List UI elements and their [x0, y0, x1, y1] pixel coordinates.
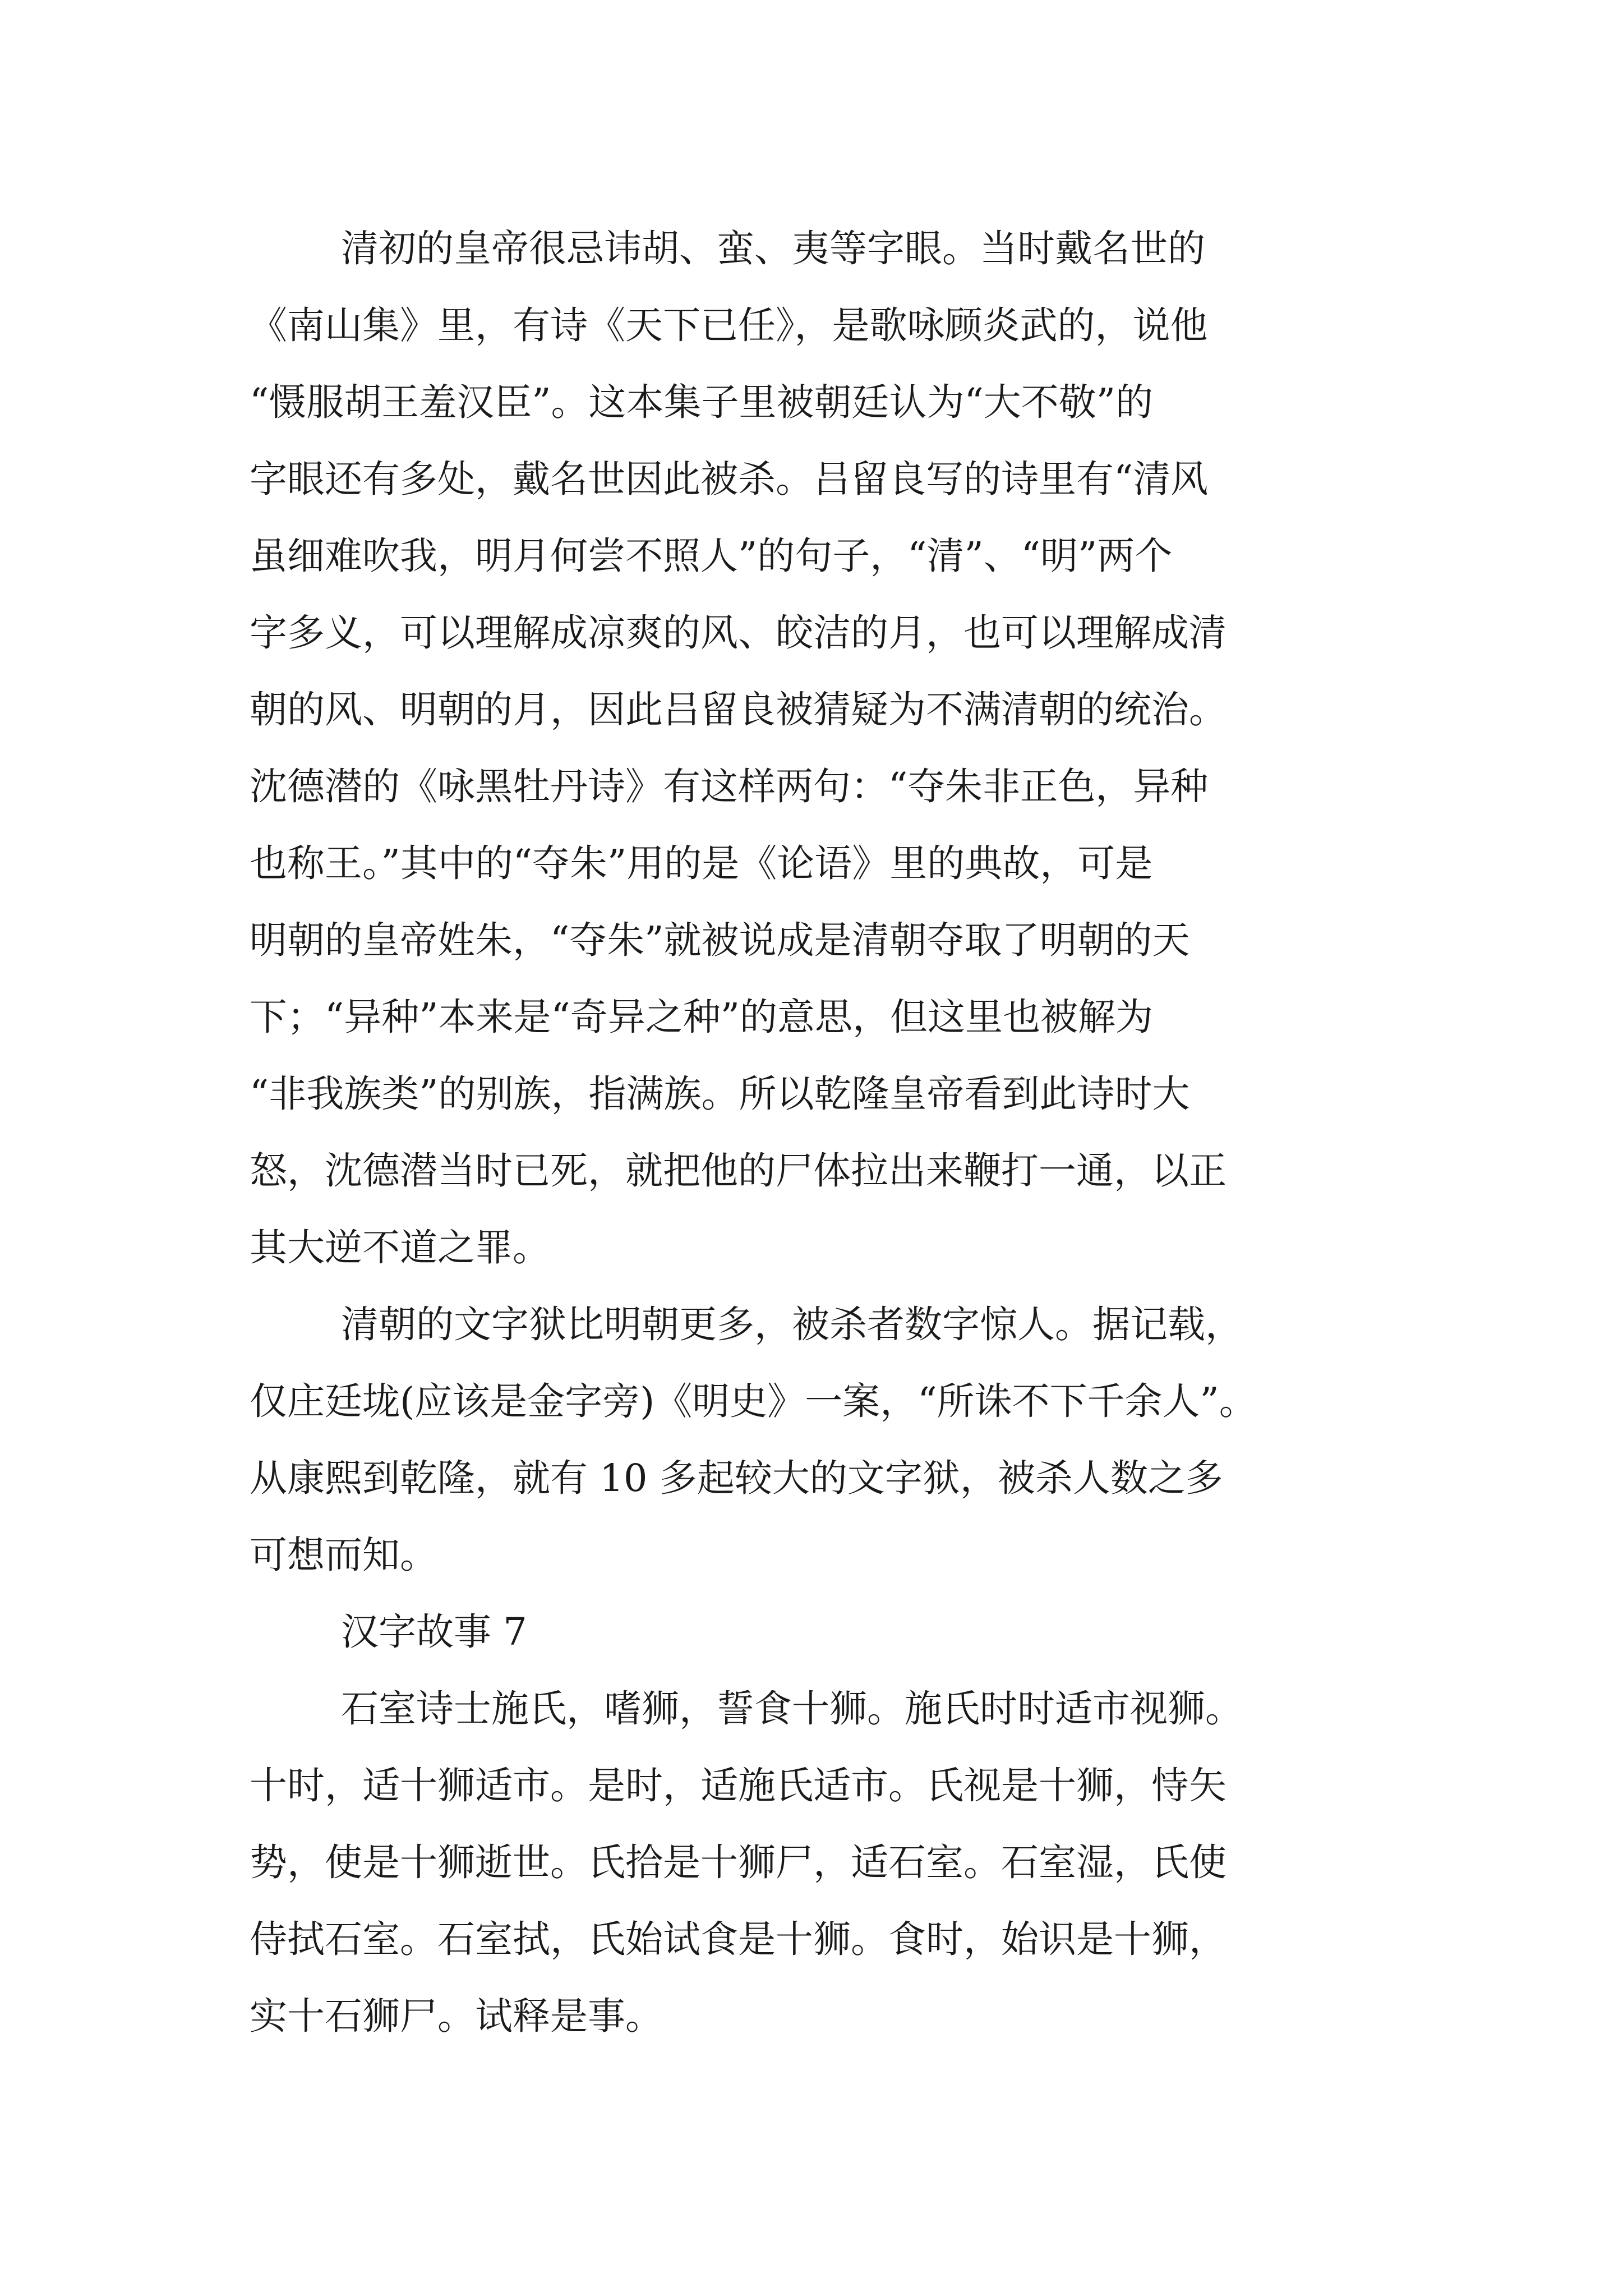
text-line: 从康熙到乾隆，就有 10 多起较大的文字狱，被杀人数之多	[250, 1456, 1223, 1500]
text-line: 朝的风、明朝的月，因此吕留良被猜疑为不满清朝的统治。	[250, 688, 1227, 731]
text-line: 下；“异种”本来是“奇异之种”的意思，但这里也被解为	[250, 995, 1154, 1039]
text-line: 仅庄廷垅(应该是金字旁)《明史》一案，“所诛不下千余人”。	[250, 1379, 1257, 1423]
text-line: 清朝的文字狱比明朝更多，被杀者数字惊人。据记载，	[341, 1303, 1243, 1346]
text-line: 石室诗士施氏，嗜狮，誓食十狮。施氏时时适市视狮。	[341, 1687, 1243, 1731]
paragraph-stone-den-poet	[250, 1671, 1416, 2055]
text-line: 可想而知。	[250, 1533, 437, 1577]
text-line: 明朝的皇帝姓朱，“夺朱”就被说成是清朝夺取了明朝的天	[250, 918, 1190, 962]
text-line: 也称王。”其中的“夺朱”用的是《论语》里的典故，可是	[250, 841, 1153, 885]
paragraph-qing-vs-ming	[250, 1286, 1416, 1594]
text-line: 十时，适十狮适市。是时，适施氏适市。氏视是十狮，恃矢	[250, 1764, 1227, 1807]
text-line: 势，使是十狮逝世。氏拾是十狮尸，适石室。石室湿，氏使	[250, 1841, 1227, 1884]
text-line: 虽细难吹我，明月何尝不照人”的句子，“清”、“明”两个	[250, 534, 1173, 578]
section-heading	[250, 1594, 1416, 1671]
section-heading-text: 汉字故事 7	[341, 1610, 527, 1654]
text-line: 实十石狮尸。试释是事。	[250, 1994, 663, 2038]
text-line: 怒，沈德潜当时已死，就把他的尸体拉出来鞭打一通，以正	[250, 1149, 1227, 1193]
text-line: 清初的皇帝很忌讳胡、蛮、夷等字眼。当时戴名世的	[341, 227, 1205, 270]
text-line: 沈德潜的《咏黑牡丹诗》有这样两句：“夺朱非正色，异种	[250, 765, 1209, 808]
text-line: 其大逆不道之罪。	[250, 1226, 550, 1269]
text-line: 《南山集》里，有诗《天下已任》，是歌咏顾炎武的，说他	[250, 303, 1208, 347]
text-line: 字多义，可以理解成凉爽的风、皎洁的月，也可以理解成清	[250, 611, 1227, 655]
text-line: 侍拭石室。石室拭，氏始试食是十狮。食时，始识是十狮，	[250, 1917, 1227, 1961]
text-line: “非我族类”的别族，指满族。所以乾隆皇帝看到此诗时大	[250, 1072, 1190, 1116]
document-body	[250, 210, 1416, 2055]
text-line: “慑服胡王羞汉臣”。这本集子里被朝廷认为“大不敬”的	[250, 380, 1154, 424]
text-line: 字眼还有多处，戴名世因此被杀。吕留良写的诗里有“清风	[250, 457, 1209, 501]
paragraph-literary-inquisition-early-qing	[250, 210, 1416, 1286]
